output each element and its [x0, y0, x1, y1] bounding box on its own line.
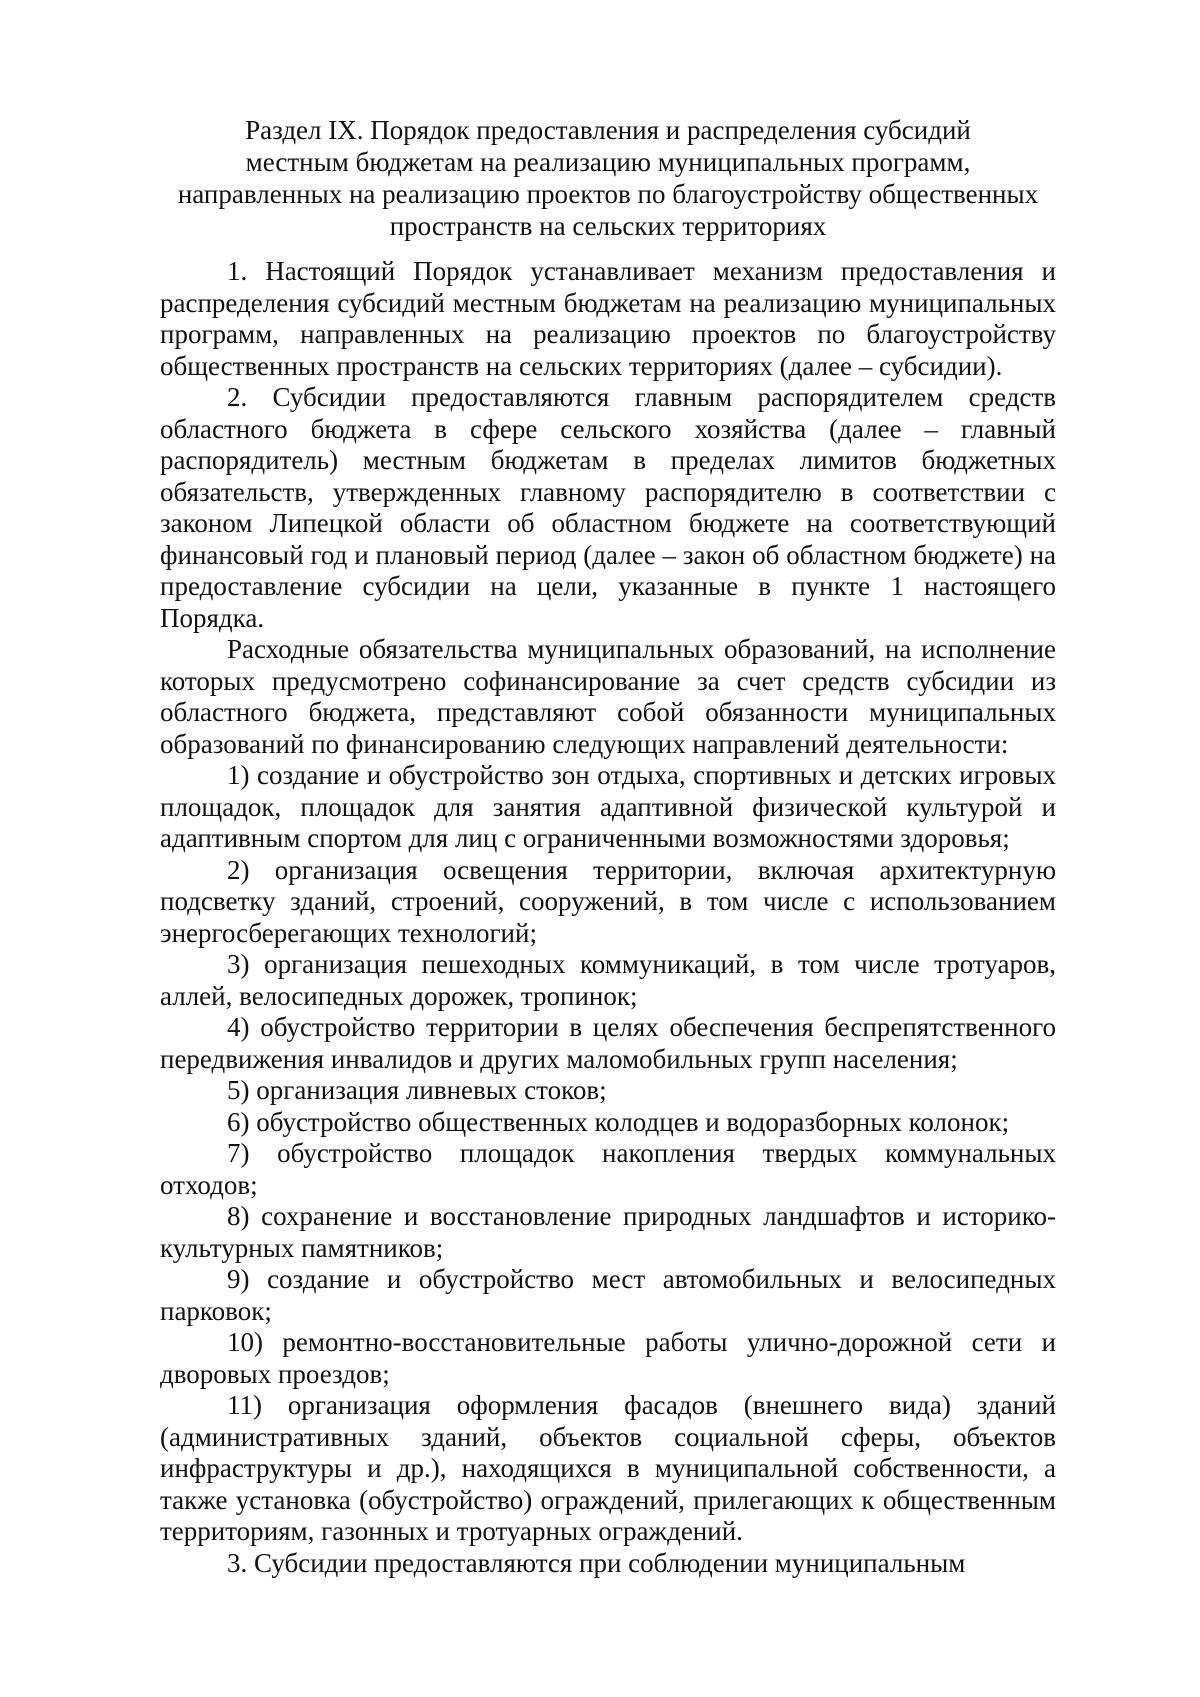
paragraph-2: 2. Субсидии предоставляются главным распорядителем средств областного бюджета в сфере сельского хозяйства (далее – главный распорядитель) местным бюджетам в пределах лимитов бюджетных обязательств, утвержденных главному распорядителю в соответствии с законом Липецкой области об областном бюджете на соответствующий финансовый год и плановый период (далее – закон об областном бюджете) на предоставление субсидии на цели, указанные в пункте 1 настоящего Порядка. — [160, 382, 1056, 633]
list-item-9: 9) создание и обустройство мест автомобильных и велосипедных парковок; — [160, 1264, 1056, 1326]
list-item-7: 7) обустройство площадок накопления твердых коммунальных отходов; — [160, 1138, 1056, 1200]
section-heading-line: пространств на сельских территориях — [389, 211, 827, 241]
list-item-1: 1) создание и обустройство зон отдыха, спортивных и детских игровых площадок, площадок для занятия адаптивной физической культурой и адаптивным спортом для лиц с ограниченными возможностями здоровья; — [160, 760, 1056, 853]
list-item-8: 8) сохранение и восстановление природных ландшафтов и историко-культурных памятников; — [160, 1201, 1056, 1263]
list-item-6: 6) обустройство общественных колодцев и водоразборных колонок; — [227, 1106, 1010, 1137]
section-heading — [160, 114, 1056, 242]
list-item-11: 11) организация оформления фасадов (внешнего вида) зданий (административных зданий, объектов социальной сферы, объектов инфраструктуры и др.), находящихся в муниципальной собственности, а также установка (обустройство) ограждений, прилегающих к общественным территориям, газонных и тротуарных ограждений. — [160, 1390, 1056, 1546]
document-body — [160, 256, 1056, 1579]
section-heading-line: Раздел IX. Порядок предоставления и распределения субсидий — [245, 115, 971, 145]
list-item-3: 3) организация пешеходных коммуникаций, в том числе тротуаров, аллей, велосипедных дорожек, тропинок; — [160, 949, 1056, 1011]
list-item-5: 5) организация ливневых стоков; — [227, 1075, 607, 1105]
section-heading-line: местным бюджетам на реализацию муниципальных программ, — [245, 147, 971, 177]
section-heading-line: направленных на реализацию проектов по благоустройству общественных — [177, 179, 1039, 209]
paragraph-1: 1. Настоящий Порядок устанавливает механизм предоставления и распределения субсидий местным бюджетам на реализацию муниципальных программ, направленных на реализацию проектов по благоустройству общественных пространств на сельских территориях (далее – субсидии). — [160, 256, 1056, 381]
list-item-10: 10) ремонтно-восстановительные работы улично-дорожной сети и дворовых проездов; — [160, 1327, 1056, 1389]
paragraph-expenditure-obligations: Расходные обязательства муниципальных образований, на исполнение которых предусмотрено софинансирование за счет средств субсидии из областного бюджета, представляют собой обязанности муниципальных образований по финансированию следующих направлений деятельности: — [160, 634, 1056, 759]
list-item-2: 2) организация освещения территории, включая архитектурную подсветку зданий, строений, сооружений, в том числе с использованием энергосберегающих технологий; — [160, 854, 1056, 948]
list-item-4: 4) обустройство территории в целях обеспечения беспрепятственного передвижения инвалидов и других маломобильных групп населения; — [160, 1012, 1056, 1074]
paragraph-3: 3. Субсидии предоставляются при соблюдении муниципальным — [227, 1547, 966, 1578]
